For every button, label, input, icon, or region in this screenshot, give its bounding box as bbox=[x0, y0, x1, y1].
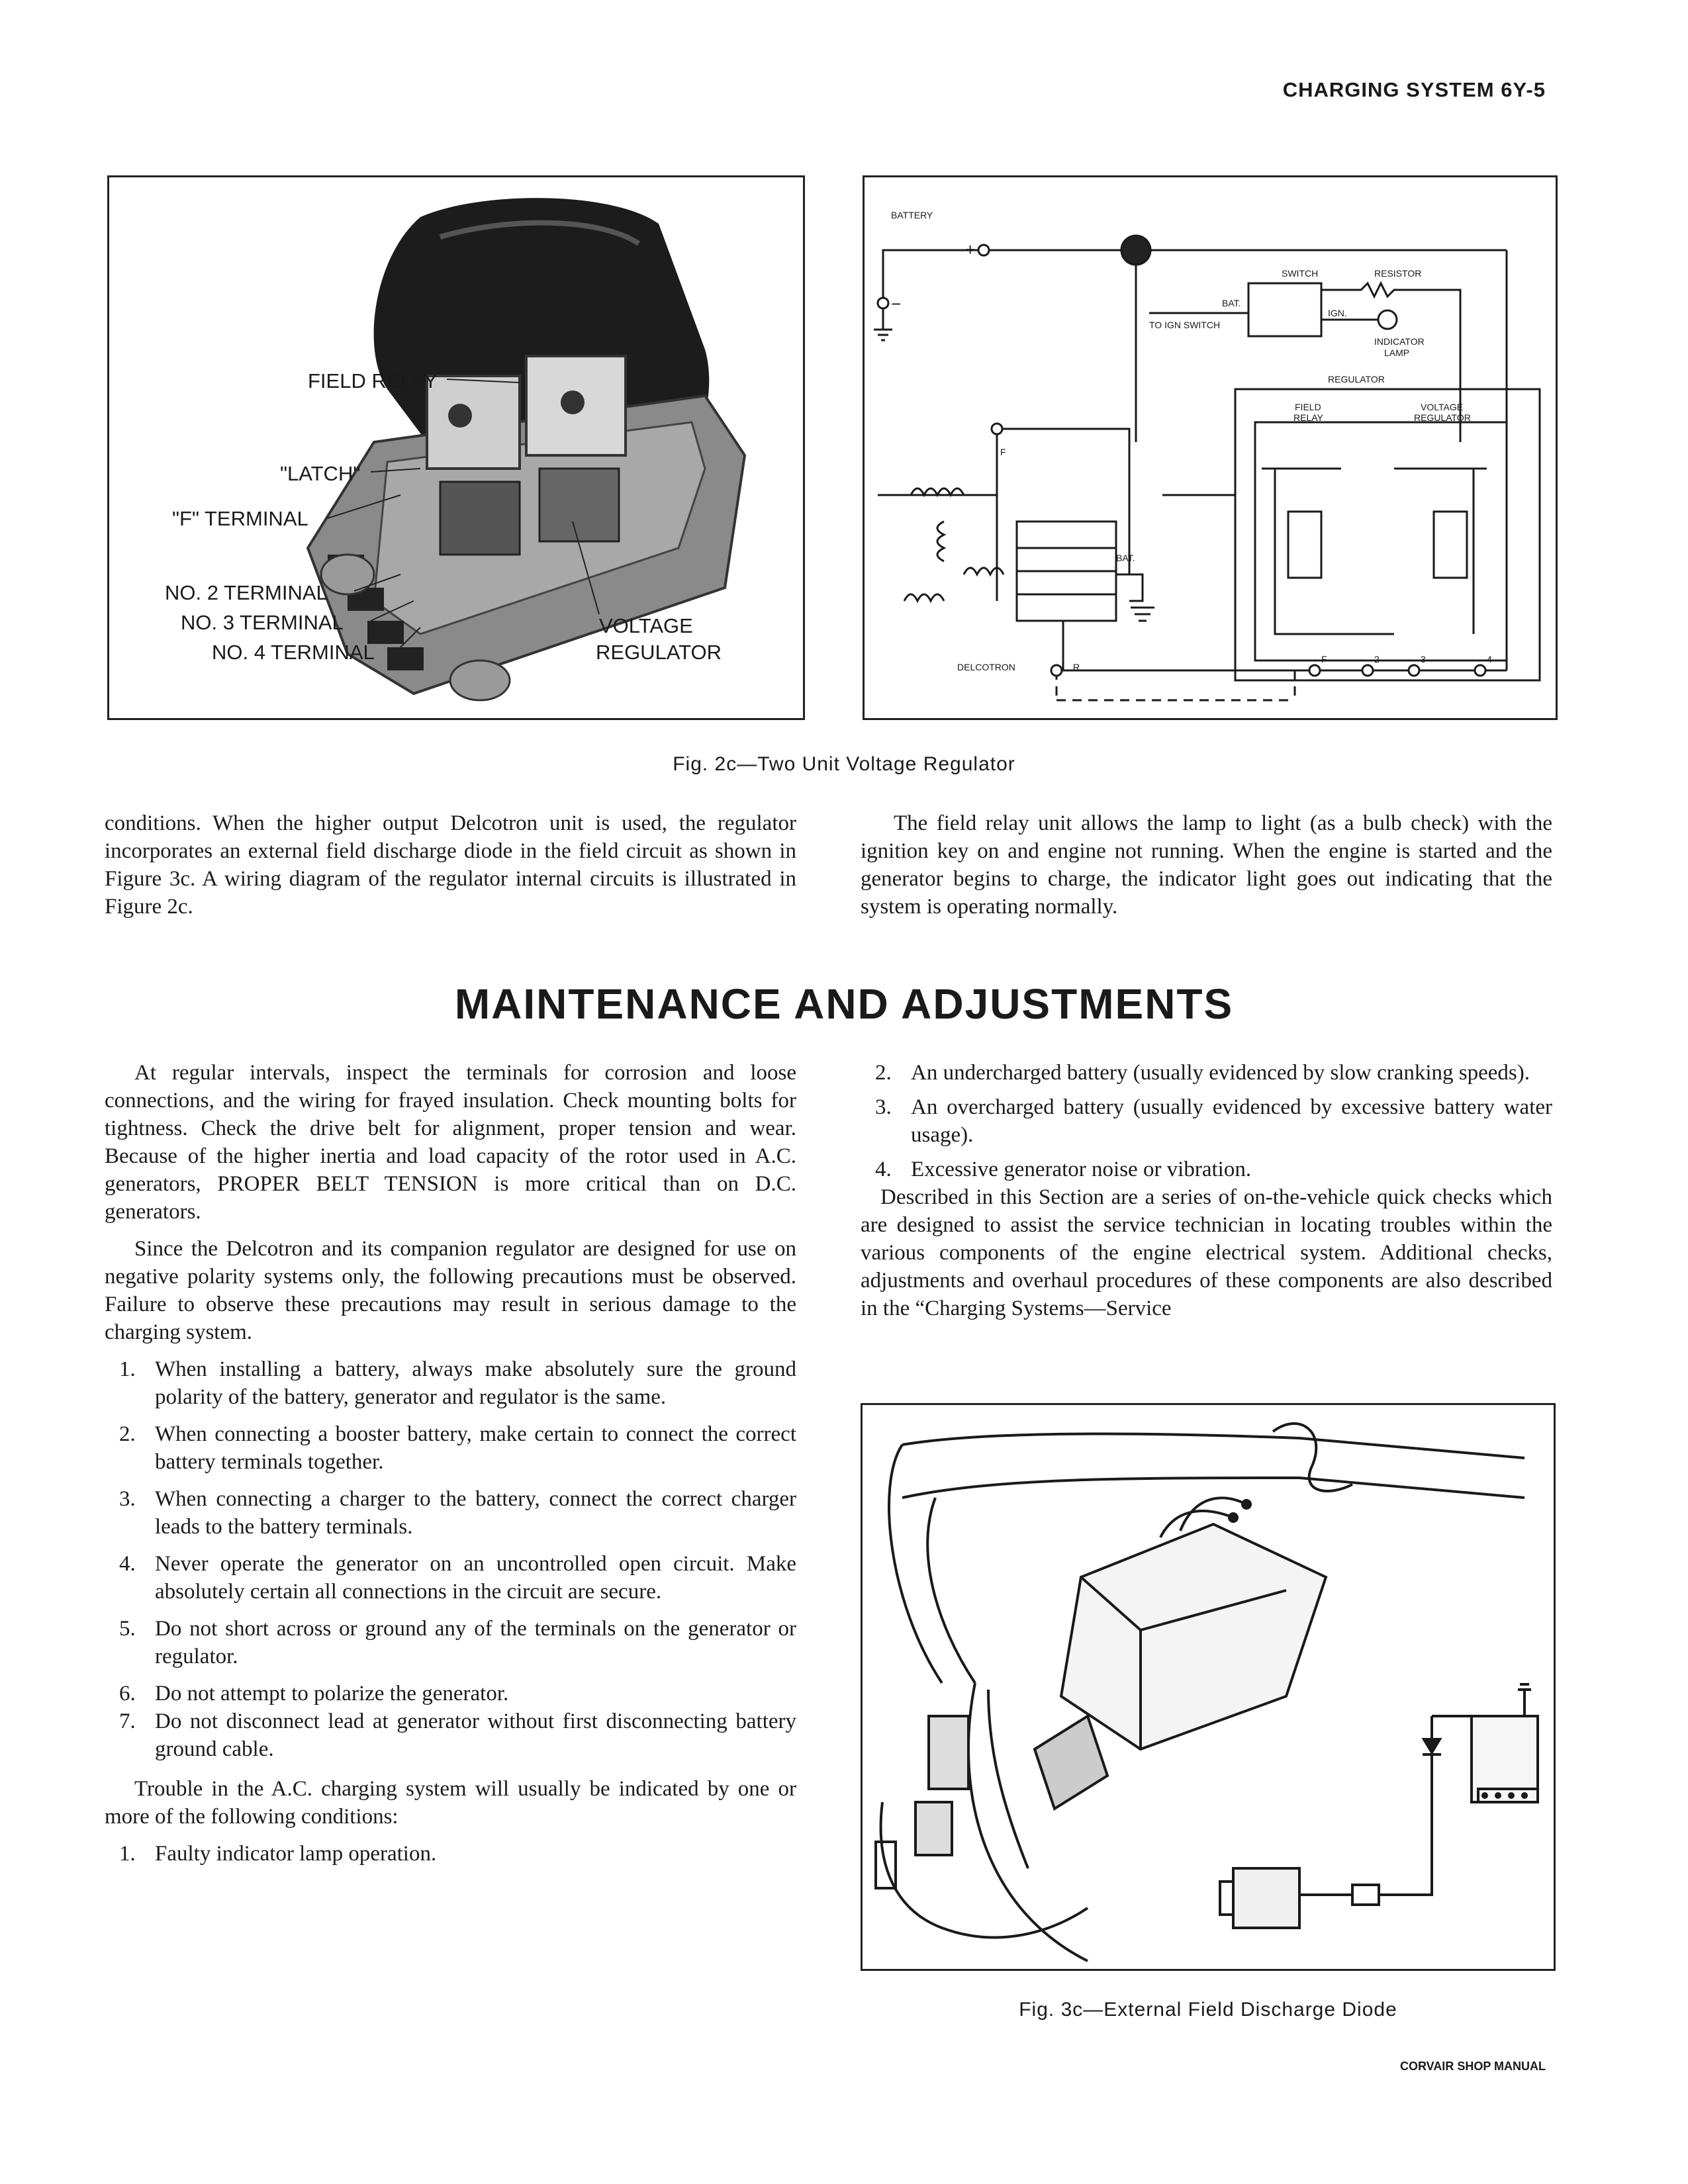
diagram-label-field: FIELD bbox=[1295, 402, 1321, 412]
label-voltage-regulator-2: REGULATOR bbox=[596, 641, 722, 664]
list-number: 2. bbox=[119, 1422, 136, 1446]
diagram-label-r: R. bbox=[1073, 662, 1082, 672]
intro-right-paragraph: The field relay unit allows the lamp to light (as a bulb check) with the ignition key on and engine not running. When the engine is started and the generator begins to charge, the indicator light goes out indicating that the system is operating normally. bbox=[861, 811, 1552, 919]
diagram-label-delcotron: DELCOTRON bbox=[957, 662, 1015, 672]
list-number: 5. bbox=[119, 1617, 136, 1641]
precaution-item bbox=[105, 1355, 796, 1411]
condition-item bbox=[861, 1093, 1552, 1149]
external-diode-svg bbox=[863, 1405, 1554, 1969]
list-text: Faulty indicator lamp operation. bbox=[155, 1842, 437, 1866]
diagram-label-voltage-regulator: REGULATOR bbox=[1414, 412, 1471, 423]
precaution-item bbox=[105, 1680, 796, 1707]
label-no4-terminal: NO. 4 TERMINAL bbox=[212, 641, 375, 664]
condition-item bbox=[861, 1059, 1552, 1087]
condition-item bbox=[105, 1840, 796, 1868]
maintenance-paragraph-2: Since the Delcotron and its companion regulator are designed for use on negative polarity systems only, the following precautions must be observed. Failure to observe these precautions may result in serious damage to the charging system. bbox=[105, 1237, 796, 1344]
list-number: 4. bbox=[875, 1158, 892, 1181]
diagram-label-regulator: REGULATOR bbox=[1328, 374, 1385, 385]
diagram-label-plus: + bbox=[965, 240, 976, 259]
maintenance-paragraph-1: At regular intervals, inspect the terminals for corrosion and loose connections, and the wiring for frayed insulation. Check mounting bolts for tightness. Check the drive belt for alignment, proper tension and wear. Because of the higher inertia and load capacity of the rotor used in A.C. generators, PROPER BELT TENSION is more critical than on D.C. generators. bbox=[105, 1061, 796, 1224]
conditions-list-left bbox=[105, 1840, 796, 1868]
list-text: An overcharged battery (usually evidenced by excessive battery water usage). bbox=[911, 1095, 1552, 1147]
diagram-label-4: 4 bbox=[1487, 654, 1492, 664]
diagram-label-f2: F bbox=[1321, 654, 1327, 664]
right-column bbox=[861, 1059, 1552, 1322]
diagram-label-lamp: LAMP bbox=[1384, 347, 1410, 358]
quick-checks-paragraph: Described in this Section are a series of on-the-vehicle quick checks which are designed to assist the service technician in locating troubles within the various components of the engine electrical system. Additional checks, adjustments and overhaul procedures of these components are also described in the “Charging Systems—Service bbox=[861, 1185, 1552, 1320]
precaution-item bbox=[105, 1615, 796, 1670]
wiring-diagram bbox=[863, 175, 1558, 720]
intro-left-paragraph: conditions. When the higher output Delcotron unit is used, the regulator incorporates an external field discharge diode in the field circuit as shown in Figure 3c. A wiring diagram of the regulator internal circuits is illustrated in Figure 2c. bbox=[105, 811, 796, 919]
precaution-item bbox=[105, 1550, 796, 1606]
label-latch: "LATCH" bbox=[280, 462, 361, 485]
list-number: 3. bbox=[119, 1487, 136, 1511]
precaution-item bbox=[105, 1420, 796, 1476]
diagram-label-to-ign-switch: TO IGN SWITCH bbox=[1149, 320, 1221, 330]
label-no2-terminal: NO. 2 TERMINAL bbox=[165, 581, 328, 604]
running-header: CHARGING SYSTEM 6Y-5 bbox=[1282, 78, 1546, 101]
list-text: Do not disconnect lead at generator without first disconnecting battery ground cable. bbox=[155, 1709, 796, 1761]
fig3c-caption: Fig. 3c—External Field Discharge Diode bbox=[1019, 1999, 1397, 2021]
list-number: 1. bbox=[119, 1842, 136, 1866]
list-text: An undercharged battery (usually evidenced by slow cranking speeds). bbox=[911, 1061, 1530, 1085]
trouble-paragraph: Trouble in the A.C. charging system will usually be indicated by one or more of the following conditions: bbox=[105, 1777, 796, 1829]
regulator-photo-illustration bbox=[109, 177, 803, 718]
diagram-label-battery: BATTERY bbox=[891, 210, 933, 220]
list-text: Do not attempt to polarize the generator. bbox=[155, 1682, 509, 1706]
list-text: When connecting a charger to the battery, connect the correct charger leads to the battery terminals. bbox=[155, 1487, 796, 1539]
diagram-label-bat: BAT. bbox=[1222, 298, 1241, 308]
diagram-label-minus: − bbox=[891, 294, 902, 314]
fig2c-caption: Fig. 2c—Two Unit Voltage Regulator bbox=[673, 753, 1015, 775]
list-number: 6. bbox=[119, 1682, 136, 1706]
diagram-label-2: 2 bbox=[1374, 654, 1380, 664]
precaution-item bbox=[105, 1485, 796, 1541]
list-text: Do not short across or ground any of the terminals on the generator or regulator. bbox=[155, 1617, 796, 1668]
label-voltage-regulator-1: VOLTAGE bbox=[599, 614, 693, 637]
label-field-relay: FIELD RELAY bbox=[308, 369, 438, 392]
diagram-label-bat2: BAT. bbox=[1116, 553, 1135, 563]
list-number: 2. bbox=[875, 1061, 892, 1085]
diagram-label-voltage: VOLTAGE bbox=[1421, 402, 1464, 412]
diagram-label-indicator: INDICATOR bbox=[1374, 336, 1425, 347]
label-no3-terminal: NO. 3 TERMINAL bbox=[181, 611, 344, 634]
list-text: When connecting a booster battery, make certain to connect the correct battery terminals together. bbox=[155, 1422, 796, 1474]
label-f-terminal: "F" TERMINAL bbox=[172, 507, 308, 530]
diagram-label-resistor: RESISTOR bbox=[1374, 268, 1422, 279]
diagram-label-switch: SWITCH bbox=[1282, 268, 1319, 279]
section-heading: MAINTENANCE AND ADJUSTMENTS bbox=[454, 980, 1234, 1028]
precautions-list bbox=[105, 1355, 796, 1763]
conditions-list-right bbox=[861, 1059, 1552, 1183]
footer-title: CORVAIR SHOP MANUAL bbox=[1399, 2060, 1546, 2073]
list-number: 7. bbox=[119, 1709, 136, 1733]
diagram-label-relay: RELAY bbox=[1293, 412, 1323, 423]
list-text: Never operate the generator on an uncontrolled open circuit. Make absolutely certain all connections in the circuit are secure. bbox=[155, 1552, 796, 1604]
diagram-label-3: 3 bbox=[1421, 654, 1426, 664]
diagram-label-f: F bbox=[1000, 447, 1006, 457]
external-diode-illustration bbox=[861, 1403, 1556, 1971]
regulator-photo bbox=[107, 175, 805, 720]
precaution-item bbox=[105, 1707, 796, 1763]
condition-item bbox=[861, 1156, 1552, 1183]
list-text: Excessive generator noise or vibration. bbox=[911, 1158, 1252, 1181]
list-number: 4. bbox=[119, 1552, 136, 1576]
wiring-diagram-svg bbox=[865, 177, 1556, 718]
diagram-label-ign: IGN. bbox=[1328, 308, 1347, 318]
list-number: 1. bbox=[119, 1357, 136, 1381]
left-column bbox=[105, 1059, 796, 1868]
list-number: 3. bbox=[875, 1095, 892, 1119]
list-text: When installing a battery, always make absolutely sure the ground polarity of the battery, generator and regulator is the same. bbox=[155, 1357, 796, 1409]
